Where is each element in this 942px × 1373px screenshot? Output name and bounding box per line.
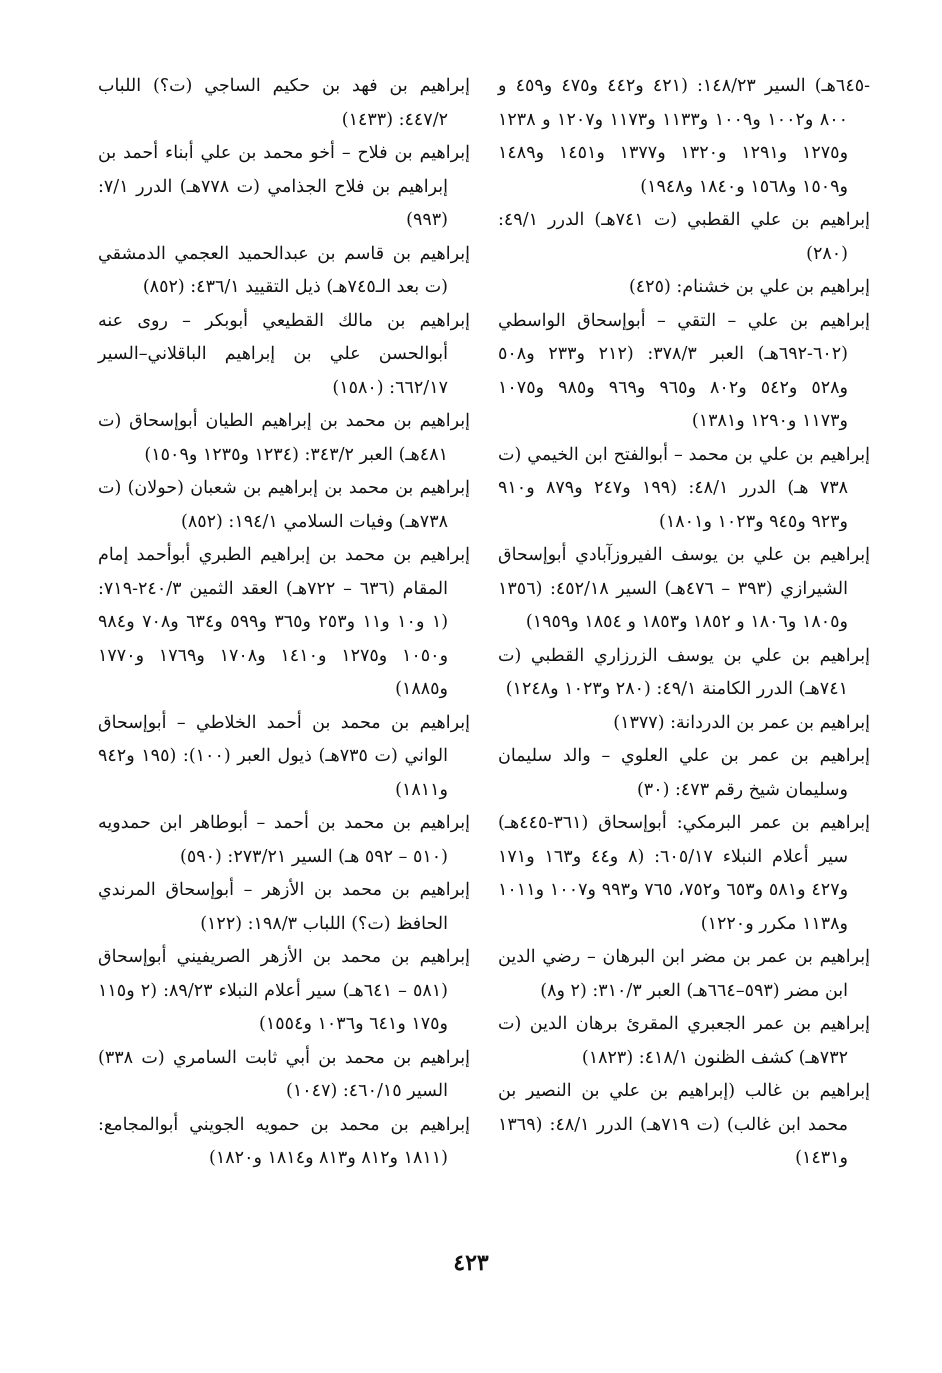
index-entry: إبراهيم بن علي بن يوسف الفيروزآبادي أبوإسحاق الشيرازي (٣٩٣ – ٤٧٦هـ) السير ٤٥٢/١٨: (١٣٥٦ و١٨٠٥ و١٨٠٦ و ١٨٥٢ و١٨٥٣ و ١٨٥٤ و١٩٥٩): [498, 545, 870, 632]
index-entry: إبراهيم بن محمد بن حمويه الجويني أبوالمجامع: (١٨١١ و٨١٢ و٨١٣ و١٨١٤ و١٨٢٠): [98, 1114, 470, 1168]
index-entry: إبراهيم بن محمد بن الأزهر – أبوإسحاق المرندي الحافظ (ت؟) اللباب ١٩٨/٣: (١٢٢): [98, 880, 470, 934]
index-entry: إبراهيم بن عمر الجعبري المقرئ برهان الدين (ت ٧٣٢هـ) كشف الظنون ٤١٨/١: (١٨٢٣): [498, 1014, 870, 1068]
page-number: ٤٢٣: [453, 1250, 489, 1276]
index-entry: إبراهيم بن عمر بن مضر ابن البرهان – رضي الدين ابن مضر (٥٩٣–٦٦٤هـ) العبر ٣١٠/٣: (٢ و٨): [498, 947, 870, 1001]
index-entry: إبراهيم بن عمر البرمكي: أبوإسحاق (٣٦١-٤٤٥هـ) سير أعلام النبلاء ٦٠٥/١٧: (٨ و٤٤ و١٦٣ و١٧١ و٤٢٧ و٥٨١ و٦٥٣ و٧٥٢، ٧٦٥ و٩٩٣ و١٠٠٧ و١٠١١ و١١٣٨ مكرر و١٢٢٠): [498, 813, 870, 934]
index-entry: إبراهيم بن محمد بن أحمد – أبوطاهر ابن حمدويه (٥١٠ – ٥٩٢ هـ) السير ٢٧٣/٢١: (٥٩٠): [98, 813, 470, 867]
left-column: [98, 70, 470, 1176]
index-entry: إبراهيم بن محمد بن إبراهيم الطيان أبوإسحاق (ت ٤٨١هـ) العبر ٣٤٣/٢: (١٢٣٤ و١٢٣٥ و١٥٠٩): [98, 411, 470, 465]
index-entry: إبراهيم بن علي بن يوسف الزرزاري القطبي (ت ٧٤١هـ) الدرر الكامنة ٤٩/١: (٢٨٠ و١٠٢٣ و١٢٤٨): [498, 645, 870, 699]
index-entry: -٦٤٥هـ) السير ١٤٨/٢٣: (٤٢١ و٤٤٢ و٤٧٥ و٤٥٩ و ٨٠٠ و١٠٠٢ و١٠٠٩ و١١٣٣ و١١٧٣ و١٢٠٧ و ١٢٣٨ و١٢٧٥ و١٢٩١ و١٣٢٠ و١٣٧٧ و١٤٥١ و١٤٨٩ و١٥٠٩ و١٥٦٨ و١٨٤٠ و١٩٤٨): [498, 76, 871, 197]
index-entry: إبراهيم بن عمر بن علي العلوي – والد سليمان وسليمان شيخ رقم ٤٧٣: (٣٠): [498, 746, 870, 800]
index-entry: إبراهيم بن غالب (إبراهيم بن علي بن النصير بن محمد ابن غالب) (ت ٧١٩هـ) الدرر ٤٨/١: (١٣٦٩ و١٤٣١): [498, 1081, 870, 1168]
index-entry: إبراهيم بن محمد بن إبراهيم الطبري أبوأحمد إمام المقام (٦٣٦ – ٧٢٢هـ) العقد الثمين ٢٤٠/٣-٧١٩: (١ و١٠ و١١ و٢٥٣ و٣٦٥ و٥٩٩ و٦٣٤ و٧٠٨ و٩٨٤ و١٠٥٠ و١٢٧٥ و١٤١٠ و١٧٠٨ و١٧٦٩ و١٧٧٠ و١٨٨٥): [98, 545, 470, 699]
index-entry: إبراهيم بن علي – التقي – أبوإسحاق الواسطي (٦٠٢-٦٩٢هـ) العبر ٣٧٨/٣: (٢١٢ و٢٣٣ و٥٠٨ و٥٢٨ و٥٤٢ و٨٠٢ و٩٦٥ و٩٦٩ و٩٨٥ و١٠٧٥ و١١٧٣ و١٢٩٠ و١٣٨١): [498, 310, 870, 431]
index-entry: إبراهيم بن محمد بن أبي ثابت السامري (ت ٣٣٨) السير ٤٦٠/١٥: (١٠٤٧): [98, 1047, 470, 1101]
index-entry: إبراهيم بن محمد بن الأزهر الصريفيني أبوإسحاق (٥٨١ – ٦٤١هـ) سير أعلام النبلاء ٨٩/٢٣: (٢ و١١٥ و١٧٥ و٦٤١ و١٠٣٦ و١٥٥٤): [98, 947, 470, 1034]
right-column: [498, 70, 870, 1176]
index-entry: إبراهيم بن علي بن خشنام: (٤٢٥): [628, 277, 870, 297]
index-entry: إبراهيم بن علي القطبي (ت ٧٤١هـ) الدرر ٤٩/١: (٢٨٠): [498, 210, 870, 264]
index-entry: إبراهيم بن فهد بن حكيم الساجي (ت؟) اللباب ٤٤٧/٢: (١٤٣٣): [98, 76, 470, 130]
index-entry: إبراهيم بن محمد بن أحمد الخلاطي – أبوإسحاق الواني (ت ٧٣٥هـ) ذيول العبر (١٠٠): (١٩٥ و٩٤٢ و١٨١١): [98, 712, 470, 800]
index-entry: إبراهيم بن علي بن محمد – أبوالفتح ابن الخيمي (ت ٧٣٨ هـ) الدرر ٤٨/١: (١٩٩ و٢٤٧ و٨٧٩ و٩١٠ و٩٢٣ و٩٤٥ و١٠٢٣ و١٨٠١): [498, 444, 870, 532]
index-entry: إبراهيم بن مالك القطيعي أبوبكر – روى عنه أبوالحسن علي بن إبراهيم الباقلاني–السير ٦٦٢/١٧: (١٥٨٠): [98, 310, 470, 398]
index-entry: إبراهيم بن قاسم بن عبدالحميد العجمي الدمشقي (ت بعد الـ٧٤٥هـ) ذيل التقييد ٤٣٦/١: (٨٥٢): [98, 243, 470, 297]
index-entry: إبراهيم بن عمر بن الدردانة: (١٣٧٧): [613, 712, 870, 733]
index-entry: إبراهيم بن فلاح – أخو محمد بن علي أبناء أحمد بن إبراهيم بن فلاح الجذامي (ت ٧٧٨هـ) الدرر ٧/١: (٩٩٣): [98, 143, 470, 230]
index-entry: إبراهيم بن محمد بن إبراهيم بن شعبان (حولان) (ت ٧٣٨هـ) وفيات السلامي ١٩٤/١: (٨٥٢): [98, 478, 470, 532]
